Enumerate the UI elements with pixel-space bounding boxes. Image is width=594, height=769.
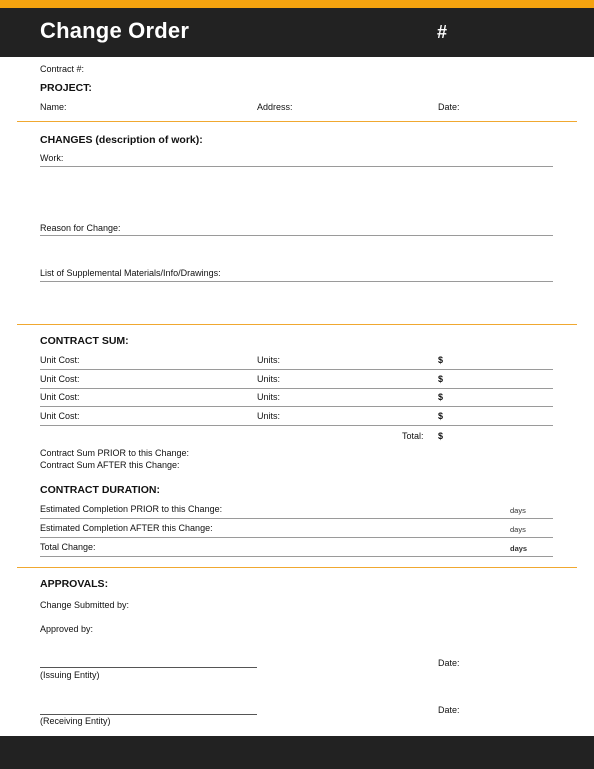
submitted-by-label: Change Submitted by: [40, 600, 130, 610]
total-change-label: Total Change: [40, 542, 96, 552]
reason-label: Reason for Change: [40, 223, 121, 233]
currency-symbol: $ [438, 411, 444, 421]
total-currency-symbol: $ [438, 431, 444, 441]
issuing-date-label: Date: [438, 658, 460, 668]
row-line [40, 388, 553, 389]
currency-symbol: $ [438, 392, 444, 402]
total-label: Total: [402, 431, 424, 441]
currency-symbol: $ [438, 355, 444, 365]
units-label: Units: [257, 374, 281, 384]
duration-heading: CONTRACT DURATION: [40, 484, 160, 496]
days-unit: days [510, 544, 528, 553]
section-divider [17, 567, 577, 568]
issuing-entity-label: (Issuing Entity) [40, 670, 100, 680]
unit-cost-label: Unit Cost: [40, 392, 80, 402]
sum-after-label: Contract Sum AFTER this Change: [40, 460, 180, 470]
approvals-heading: APPROVALS: [40, 578, 109, 590]
units-label: Units: [257, 392, 281, 402]
changes-heading: CHANGES (description of work): [40, 134, 203, 146]
document-title: Change Order [40, 18, 190, 43]
reason-line [40, 235, 553, 236]
days-unit: days [510, 525, 526, 534]
project-date-label: Date: [438, 102, 460, 112]
unit-cost-label: Unit Cost: [40, 374, 80, 384]
currency-symbol: $ [438, 374, 444, 384]
supplemental-line [40, 281, 553, 282]
approved-by-label: Approved by: [40, 624, 94, 634]
row-line [40, 369, 553, 370]
section-divider [17, 121, 577, 122]
unit-cost-label: Unit Cost: [40, 411, 80, 421]
contract-sum-heading: CONTRACT SUM: [40, 335, 129, 347]
receiving-signature-line [40, 714, 257, 715]
work-label: Work: [40, 153, 64, 163]
row-line [40, 406, 553, 407]
sum-prior-label: Contract Sum PRIOR to this Change: [40, 448, 190, 458]
units-label: Units: [257, 411, 281, 421]
section-divider [17, 324, 577, 325]
row-line [40, 537, 553, 538]
receiving-date-label: Date: [438, 705, 460, 715]
units-label: Units: [257, 355, 281, 365]
unit-cost-label: Unit Cost: [40, 355, 80, 365]
completion-prior-label: Estimated Completion PRIOR to this Change: [40, 504, 223, 514]
project-address-label: Address: [257, 102, 293, 112]
issuing-signature-line [40, 667, 257, 668]
contract-number-label: Contract #: [40, 64, 85, 74]
work-line [40, 166, 553, 167]
days-unit: days [510, 506, 526, 515]
row-line [40, 425, 553, 426]
row-line [40, 518, 553, 519]
supplemental-label: List of Supplemental Materials/Info/Drawings: [40, 268, 221, 278]
footer-bar [0, 736, 594, 769]
project-name-label: Name: [40, 102, 67, 112]
accent-bar [0, 0, 594, 8]
receiving-entity-label: (Receiving Entity) [40, 716, 111, 726]
row-line [40, 556, 553, 557]
order-number-label: # [437, 22, 448, 42]
project-heading: PROJECT: [40, 82, 92, 94]
completion-after-label: Estimated Completion AFTER this Change: [40, 523, 213, 533]
